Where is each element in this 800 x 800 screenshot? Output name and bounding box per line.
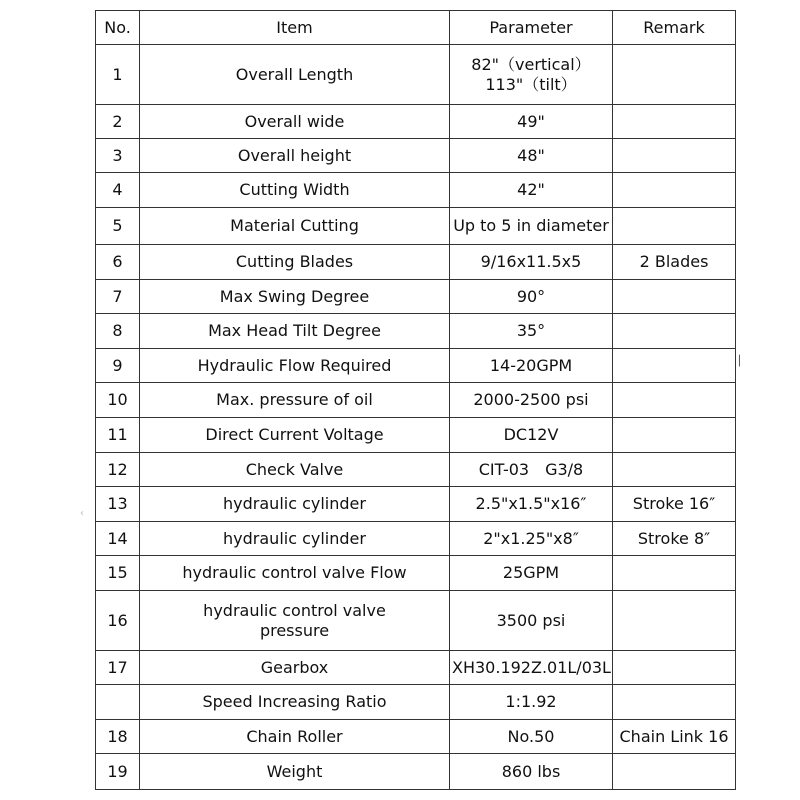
cell-no: 13 (96, 487, 140, 522)
cell-remark (613, 139, 736, 173)
cell-remark: Chain Link 16 (613, 720, 736, 754)
cell-item: Hydraulic Flow Required (140, 349, 450, 383)
table-body (96, 45, 736, 790)
table-row (96, 685, 736, 720)
table-row (96, 522, 736, 556)
cell-parameter: 1:1.92 (450, 685, 613, 720)
table-row (96, 487, 736, 522)
table-row (96, 245, 736, 280)
cell-remark: Stroke 16″ (613, 487, 736, 522)
cell-parameter: 90° (450, 280, 613, 314)
cell-no: 14 (96, 522, 140, 556)
cell-remark (613, 685, 736, 720)
cell-item: Chain Roller (140, 720, 450, 754)
cell-parameter: XH30.192Z.01L/03L (450, 651, 613, 685)
table-row (96, 453, 736, 487)
cell-remark (613, 453, 736, 487)
cell-no: 18 (96, 720, 140, 754)
cell-no: 15 (96, 556, 140, 591)
cell-no: 2 (96, 105, 140, 139)
cell-no: 9 (96, 349, 140, 383)
cell-parameter: 82"（vertical） 113"（tilt） (450, 45, 613, 105)
cell-no: 5 (96, 208, 140, 245)
table-row (96, 591, 736, 651)
cell-parameter: 2"x1.25"x8″ (450, 522, 613, 556)
cell-item: Check Valve (140, 453, 450, 487)
cell-parameter: 48" (450, 139, 613, 173)
cell-no: 12 (96, 453, 140, 487)
table-row (96, 651, 736, 685)
header-item: Item (140, 11, 450, 45)
table-row (96, 208, 736, 245)
table-row (96, 383, 736, 418)
cell-no: 10 (96, 383, 140, 418)
cell-no (96, 685, 140, 720)
cell-item: Gearbox (140, 651, 450, 685)
table-row (96, 105, 736, 139)
cell-no: 3 (96, 139, 140, 173)
cell-item: Direct Current Voltage (140, 418, 450, 453)
cell-remark: Stroke 8″ (613, 522, 736, 556)
cell-remark (613, 208, 736, 245)
cell-item: Weight (140, 754, 450, 790)
cell-item: Max Head Tilt Degree (140, 314, 450, 349)
table-row (96, 720, 736, 754)
table-row (96, 280, 736, 314)
cell-no: 7 (96, 280, 140, 314)
cell-remark (613, 280, 736, 314)
cell-item: Overall wide (140, 105, 450, 139)
cell-remark (613, 591, 736, 651)
cell-parameter: 14-20GPM (450, 349, 613, 383)
cell-parameter: No.50 (450, 720, 613, 754)
table-row (96, 173, 736, 208)
cell-item: hydraulic control valve pressure (140, 591, 450, 651)
cell-no: 17 (96, 651, 140, 685)
cell-parameter: CIT-03 G3/8 (450, 453, 613, 487)
cell-parameter: DC12V (450, 418, 613, 453)
cell-item: Material Cutting (140, 208, 450, 245)
stray-mark-right: ▏ (739, 356, 747, 367)
cell-no: 8 (96, 314, 140, 349)
cell-parameter: 860 lbs (450, 754, 613, 790)
table-row (96, 139, 736, 173)
table-row (96, 45, 736, 105)
cell-item: hydraulic cylinder (140, 522, 450, 556)
cell-item: hydraulic cylinder (140, 487, 450, 522)
cell-item: hydraulic control valve Flow (140, 556, 450, 591)
cell-item: Max Swing Degree (140, 280, 450, 314)
cell-parameter: 3500 psi (450, 591, 613, 651)
cell-item: Cutting Width (140, 173, 450, 208)
cell-remark: 2 Blades (613, 245, 736, 280)
cell-no: 19 (96, 754, 140, 790)
table-row (96, 754, 736, 790)
cell-remark (613, 556, 736, 591)
cell-remark (613, 383, 736, 418)
cell-no: 1 (96, 45, 140, 105)
cell-parameter: 9/16x11.5x5 (450, 245, 613, 280)
specification-table (95, 10, 736, 790)
header-row (96, 11, 736, 45)
cell-item: Overall height (140, 139, 450, 173)
cell-parameter: 35° (450, 314, 613, 349)
cell-item: Cutting Blades (140, 245, 450, 280)
cell-remark (613, 45, 736, 105)
header-remark: Remark (613, 11, 736, 45)
cell-remark (613, 651, 736, 685)
cell-no: 16 (96, 591, 140, 651)
cell-remark (613, 349, 736, 383)
cell-remark (613, 418, 736, 453)
cell-parameter: 2000-2500 psi (450, 383, 613, 418)
cell-item: Overall Length (140, 45, 450, 105)
table-row (96, 556, 736, 591)
cell-item: Speed Increasing Ratio (140, 685, 450, 720)
cell-item: Max. pressure of oil (140, 383, 450, 418)
cell-no: 4 (96, 173, 140, 208)
cell-remark (613, 105, 736, 139)
stray-mark-left: ‹ (80, 508, 84, 519)
cell-no: 11 (96, 418, 140, 453)
header-parameter: Parameter (450, 11, 613, 45)
cell-parameter: 49" (450, 105, 613, 139)
cell-remark (613, 173, 736, 208)
cell-parameter: 42" (450, 173, 613, 208)
cell-parameter: 25GPM (450, 556, 613, 591)
cell-parameter: Up to 5 in diameter (450, 208, 613, 245)
cell-remark (613, 314, 736, 349)
table-row (96, 349, 736, 383)
table-row (96, 314, 736, 349)
cell-parameter: 2.5"x1.5"x16″ (450, 487, 613, 522)
cell-remark (613, 754, 736, 790)
table-row (96, 418, 736, 453)
cell-no: 6 (96, 245, 140, 280)
header-no: No. (96, 11, 140, 45)
